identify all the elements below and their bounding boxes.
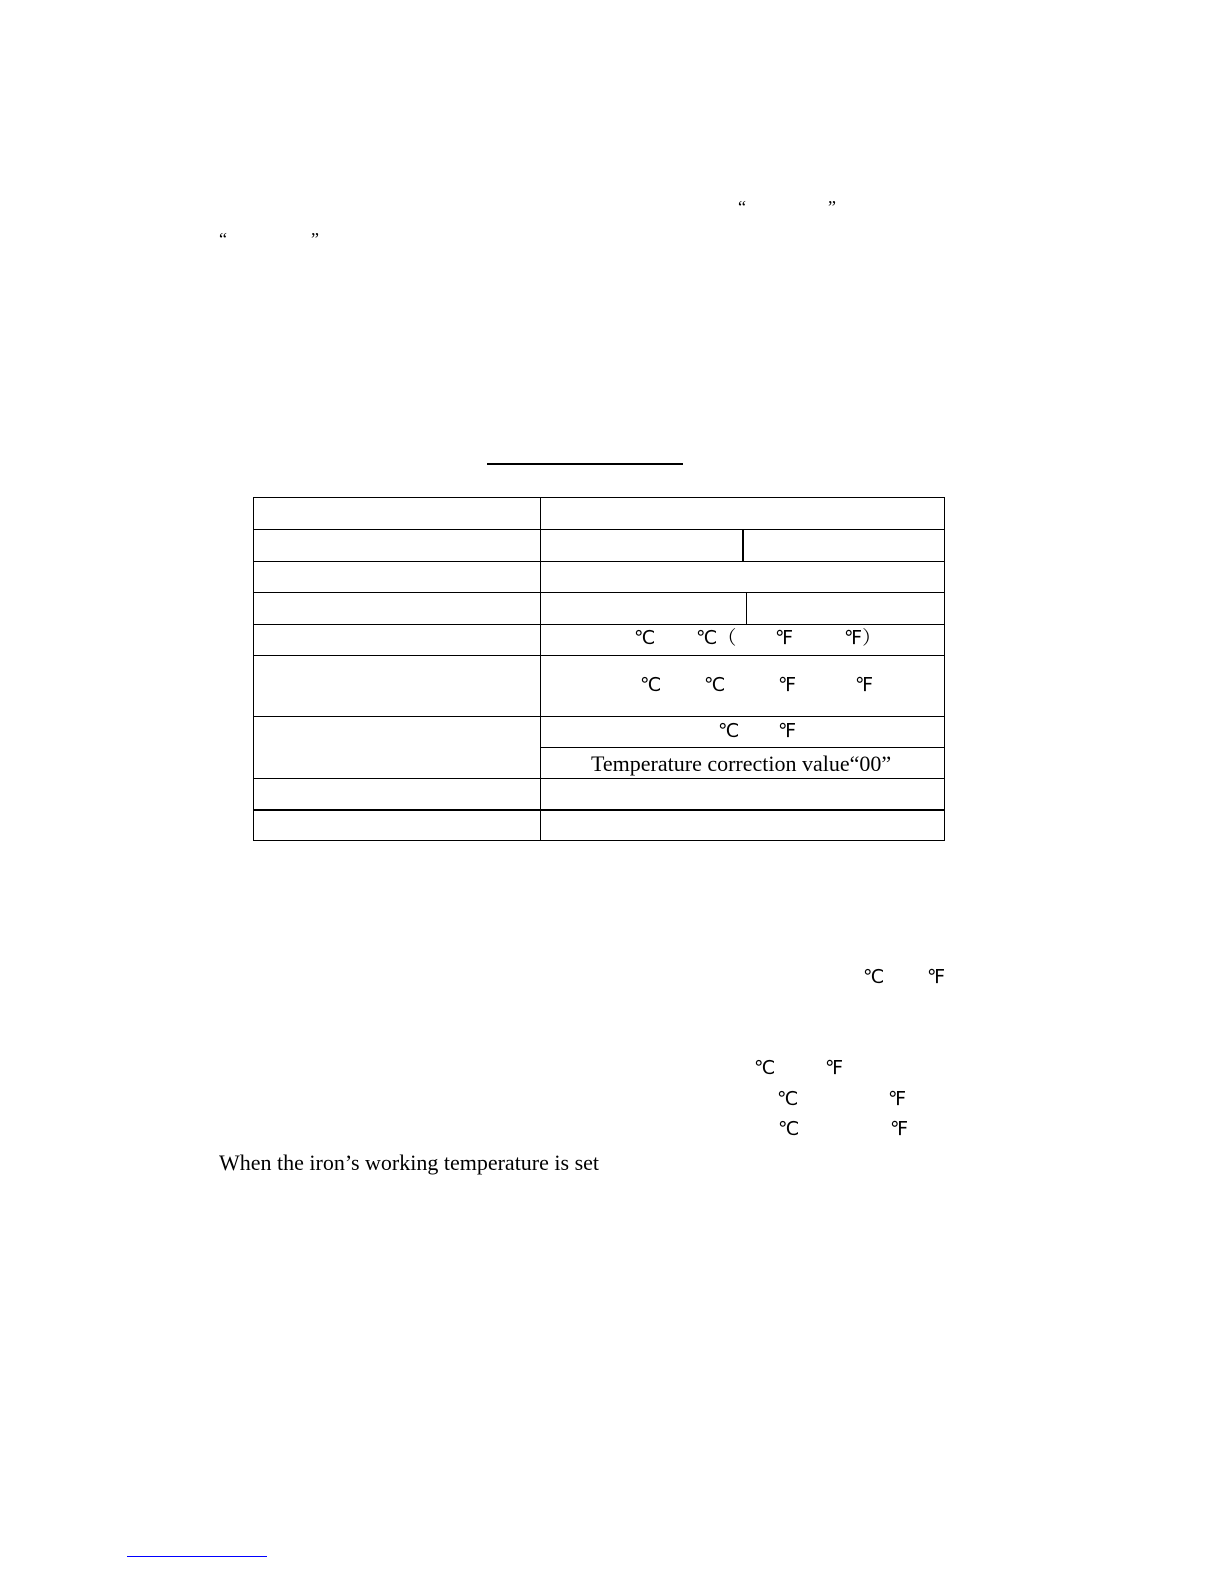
body-paragraph-line: When the iron’s working temperature is set [219, 1150, 600, 1175]
fahrenheit-symbol: ℉ [825, 1057, 844, 1079]
table-cell-symbol: ℃ [634, 627, 656, 649]
table-cell-symbol: ℃（ [696, 627, 737, 649]
celsius-symbol: ℃ [778, 1118, 800, 1140]
table-rule [253, 809, 945, 811]
close-quote-1: ” [828, 197, 836, 217]
table-cell-symbol: ℉） [844, 627, 882, 649]
spec-table [253, 497, 945, 841]
close-quote-2: ” [311, 229, 319, 249]
table-rule [253, 716, 945, 717]
footnote-rule [127, 1556, 267, 1557]
table-rule [540, 747, 945, 748]
table-cell-symbol: ℉ [855, 674, 874, 696]
fahrenheit-symbol: ℉ [927, 966, 946, 988]
table-rule [944, 497, 945, 841]
table-rule [253, 840, 945, 841]
temperature-correction-cell: Temperature correction value“00” [591, 751, 892, 776]
celsius-symbol: ℃ [754, 1057, 776, 1079]
open-quote-2: “ [219, 229, 227, 249]
celsius-symbol: ℃ [777, 1088, 799, 1110]
table-rule [253, 561, 945, 562]
table-cell-symbol: ℉ [778, 720, 797, 742]
table-rule [253, 529, 945, 530]
table-rule [253, 624, 945, 625]
table-rule [253, 655, 945, 656]
table-rule [746, 592, 747, 624]
table-rule [253, 592, 945, 593]
heading-underline [487, 463, 683, 465]
open-quote-1: “ [738, 197, 746, 217]
table-cell-symbol: ℃ [704, 674, 726, 696]
fahrenheit-symbol: ℉ [890, 1118, 909, 1140]
table-cell-symbol: ℃ [718, 720, 740, 742]
fahrenheit-symbol: ℉ [888, 1088, 907, 1110]
table-rule [253, 497, 254, 841]
table-cell-symbol: ℉ [775, 627, 794, 649]
table-cell-symbol: ℉ [778, 674, 797, 696]
celsius-symbol: ℃ [863, 966, 885, 988]
table-rule [253, 778, 945, 779]
table-rule [253, 497, 945, 498]
table-rule [540, 497, 541, 841]
table-rule [742, 529, 744, 561]
table-cell-symbol: ℃ [640, 674, 662, 696]
